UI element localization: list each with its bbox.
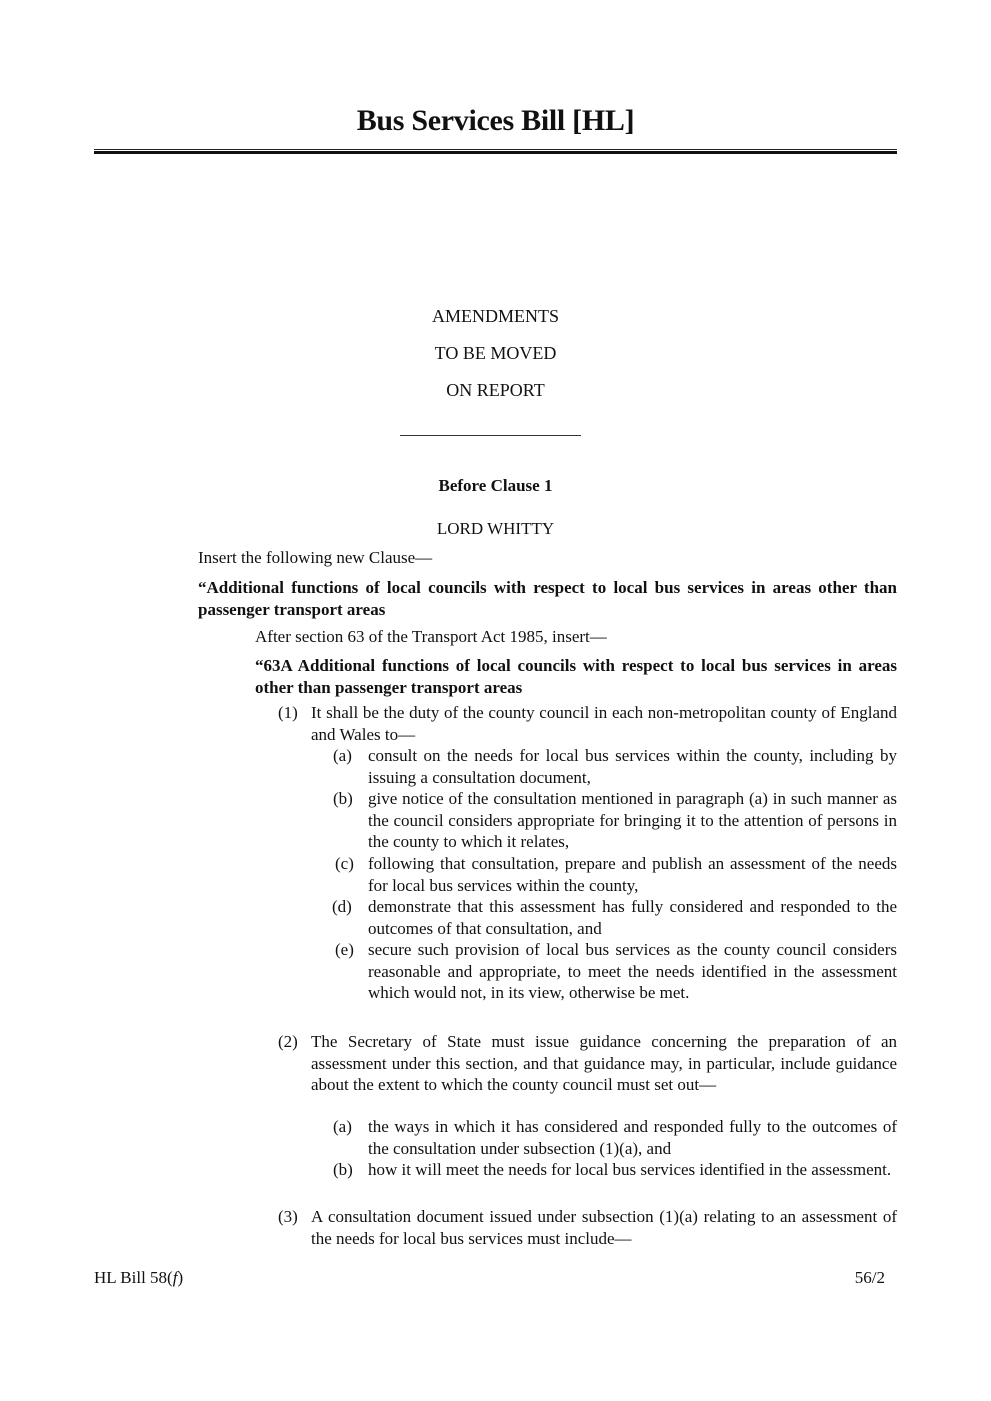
paragraph-1c — [335, 853, 897, 896]
subsection-text: It shall be the duty of the county council in each non-metropolitan county of England and Wales to— — [311, 703, 897, 744]
paragraph-text: demonstrate that this assessment has fully considered and responded to the outcomes of that consultation, and — [368, 897, 897, 938]
paragraph-1b — [333, 788, 897, 853]
paragraph-label: (b) — [333, 789, 353, 808]
bill-ref-suffix: ) — [177, 1268, 184, 1287]
paragraph-text: give notice of the consultation mentioned in paragraph (a) in such manner as the council considers appropriate for bringing it to the attention of persons in the county to which it relates, — [368, 789, 897, 851]
insert-instruction: Insert the following new Clause— — [198, 548, 433, 567]
paragraph-label: (e) — [335, 940, 354, 959]
paragraph-text: following that consultation, prepare and publish an assessment of the needs for local bus services within the county, — [368, 854, 897, 895]
paragraph-1a — [333, 745, 897, 788]
document-title: Bus Services Bill [HL] — [356, 104, 635, 137]
subsection-text: A consultation document issued under subsection (1)(a) relating to an assessment of the needs for local bus services must include— — [311, 1207, 897, 1248]
title-rule-thin — [94, 149, 897, 150]
paragraph-label: (a) — [333, 746, 352, 765]
subsection-text: The Secretary of State must issue guidance concerning the preparation of an assessment under this section, and that guidance may, in particular, include guidance about the extent to which the county council must set out— — [311, 1032, 897, 1094]
cover-line-amendments: AMENDMENTS — [431, 306, 559, 326]
amendment-position: Before Clause 1 — [438, 476, 553, 495]
subsection-label: (1) — [278, 703, 298, 722]
cover-line-on-report: ON REPORT — [446, 380, 545, 400]
amendment-mover: LORD WHITTY — [436, 519, 555, 538]
paragraph-label: (d) — [332, 897, 352, 916]
paragraph-1d — [332, 896, 897, 939]
paragraph-label: (c) — [335, 854, 354, 873]
paragraph-label: (a) — [333, 1117, 352, 1136]
paragraph-text: the ways in which it has considered and responded fully to the outcomes of the consultation under subsection (1)(a), and — [368, 1117, 897, 1158]
subsection-2 — [278, 1031, 897, 1096]
subsection-3 — [278, 1206, 897, 1249]
paragraph-text: how it will meet the needs for local bus services identified in the assessment. — [368, 1160, 892, 1179]
cover-line-to-be-moved: TO BE MOVED — [434, 343, 557, 363]
paragraph-2b — [333, 1159, 897, 1181]
bill-reference — [94, 1268, 183, 1288]
paragraph-1e — [335, 939, 897, 1004]
section-divider — [400, 435, 581, 436]
subsection-label: (3) — [278, 1207, 298, 1226]
paragraph-text: consult on the needs for local bus services within the county, including by issuing a consultation document, — [368, 746, 897, 787]
paragraph-text: secure such provision of local bus services as the county council considers reasonable and appropriate, to meet the needs identified in the assessment which would not, in its view, otherwise be met. — [368, 940, 897, 1002]
paragraph-2a — [333, 1116, 897, 1159]
subsection-label: (2) — [278, 1032, 298, 1051]
insertion-instruction: After section 63 of the Transport Act 1985, insert— — [255, 627, 607, 646]
bill-ref-prefix: HL Bill 58( — [94, 1268, 173, 1287]
paragraph-label: (b) — [333, 1160, 353, 1179]
section-heading: “63A Additional functions of local councils with respect to local bus services in areas other than passenger transport areas — [255, 656, 897, 697]
title-rule-thick — [94, 151, 897, 154]
subsection-1 — [278, 702, 897, 745]
page-reference: 56/2 — [854, 1268, 885, 1287]
clause-heading: “Additional functions of local councils with respect to local bus services in areas other than passenger transport areas — [198, 578, 897, 619]
bill-ref-letter: f — [172, 1268, 178, 1287]
